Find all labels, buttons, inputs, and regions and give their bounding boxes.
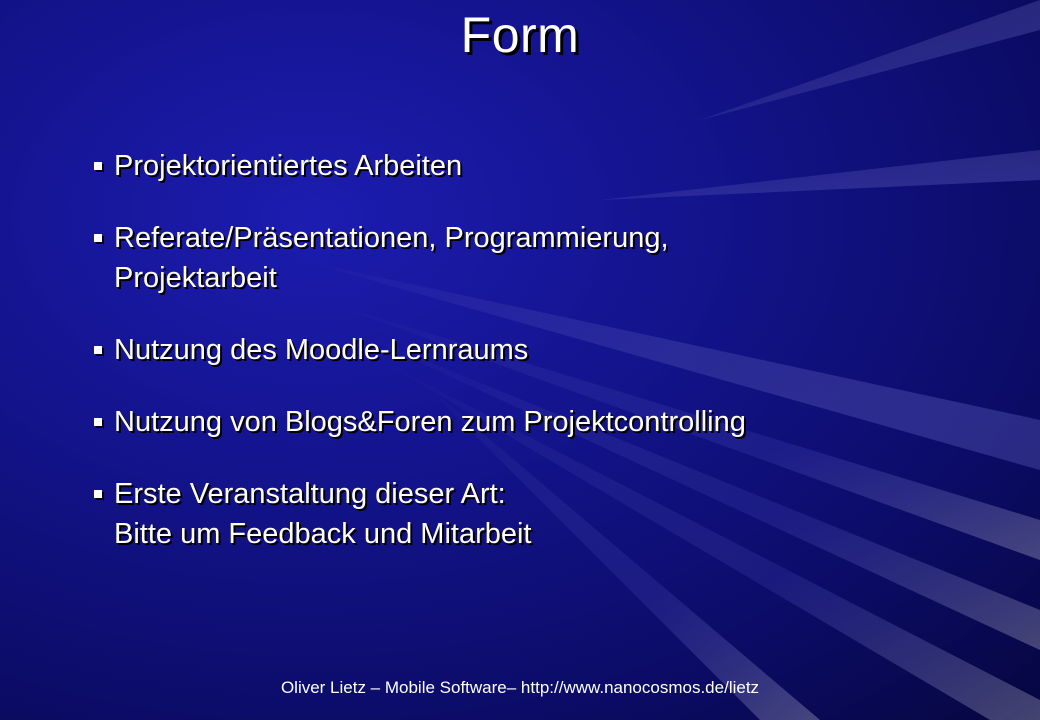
bullet-list: [92, 146, 992, 586]
bullet-text: Projektorientiertes Arbeiten: [114, 150, 463, 182]
square-bullet-icon: [94, 490, 102, 498]
bullet-text-continuation: Bitte um Feedback und Mitarbeit: [114, 518, 532, 550]
bullet-text: Erste Veranstaltung dieser Art:: [114, 478, 506, 510]
square-bullet-icon: [94, 162, 102, 170]
square-bullet-icon: [94, 346, 102, 354]
bullet-item: [92, 330, 992, 370]
bullet-text: Referate/Präsentationen, Programmierung,: [114, 222, 669, 254]
slide-title: Form: [460, 7, 580, 63]
bullet-text: Nutzung von Blogs&Foren zum Projektcontrolling: [114, 406, 746, 438]
bullet-text-continuation: Projektarbeit: [114, 262, 277, 294]
square-bullet-icon: [94, 418, 102, 426]
bullet-text: Nutzung des Moodle-Lernraums: [114, 334, 529, 366]
bullet-item: [92, 218, 992, 298]
bullet-item: [92, 474, 992, 554]
bullet-item: [92, 402, 992, 442]
square-bullet-icon: [94, 234, 102, 242]
slide-footer: Oliver Lietz – Mobile Software– http://www.nanocosmos.de/lietz: [280, 678, 760, 697]
bullet-item: [92, 146, 992, 186]
